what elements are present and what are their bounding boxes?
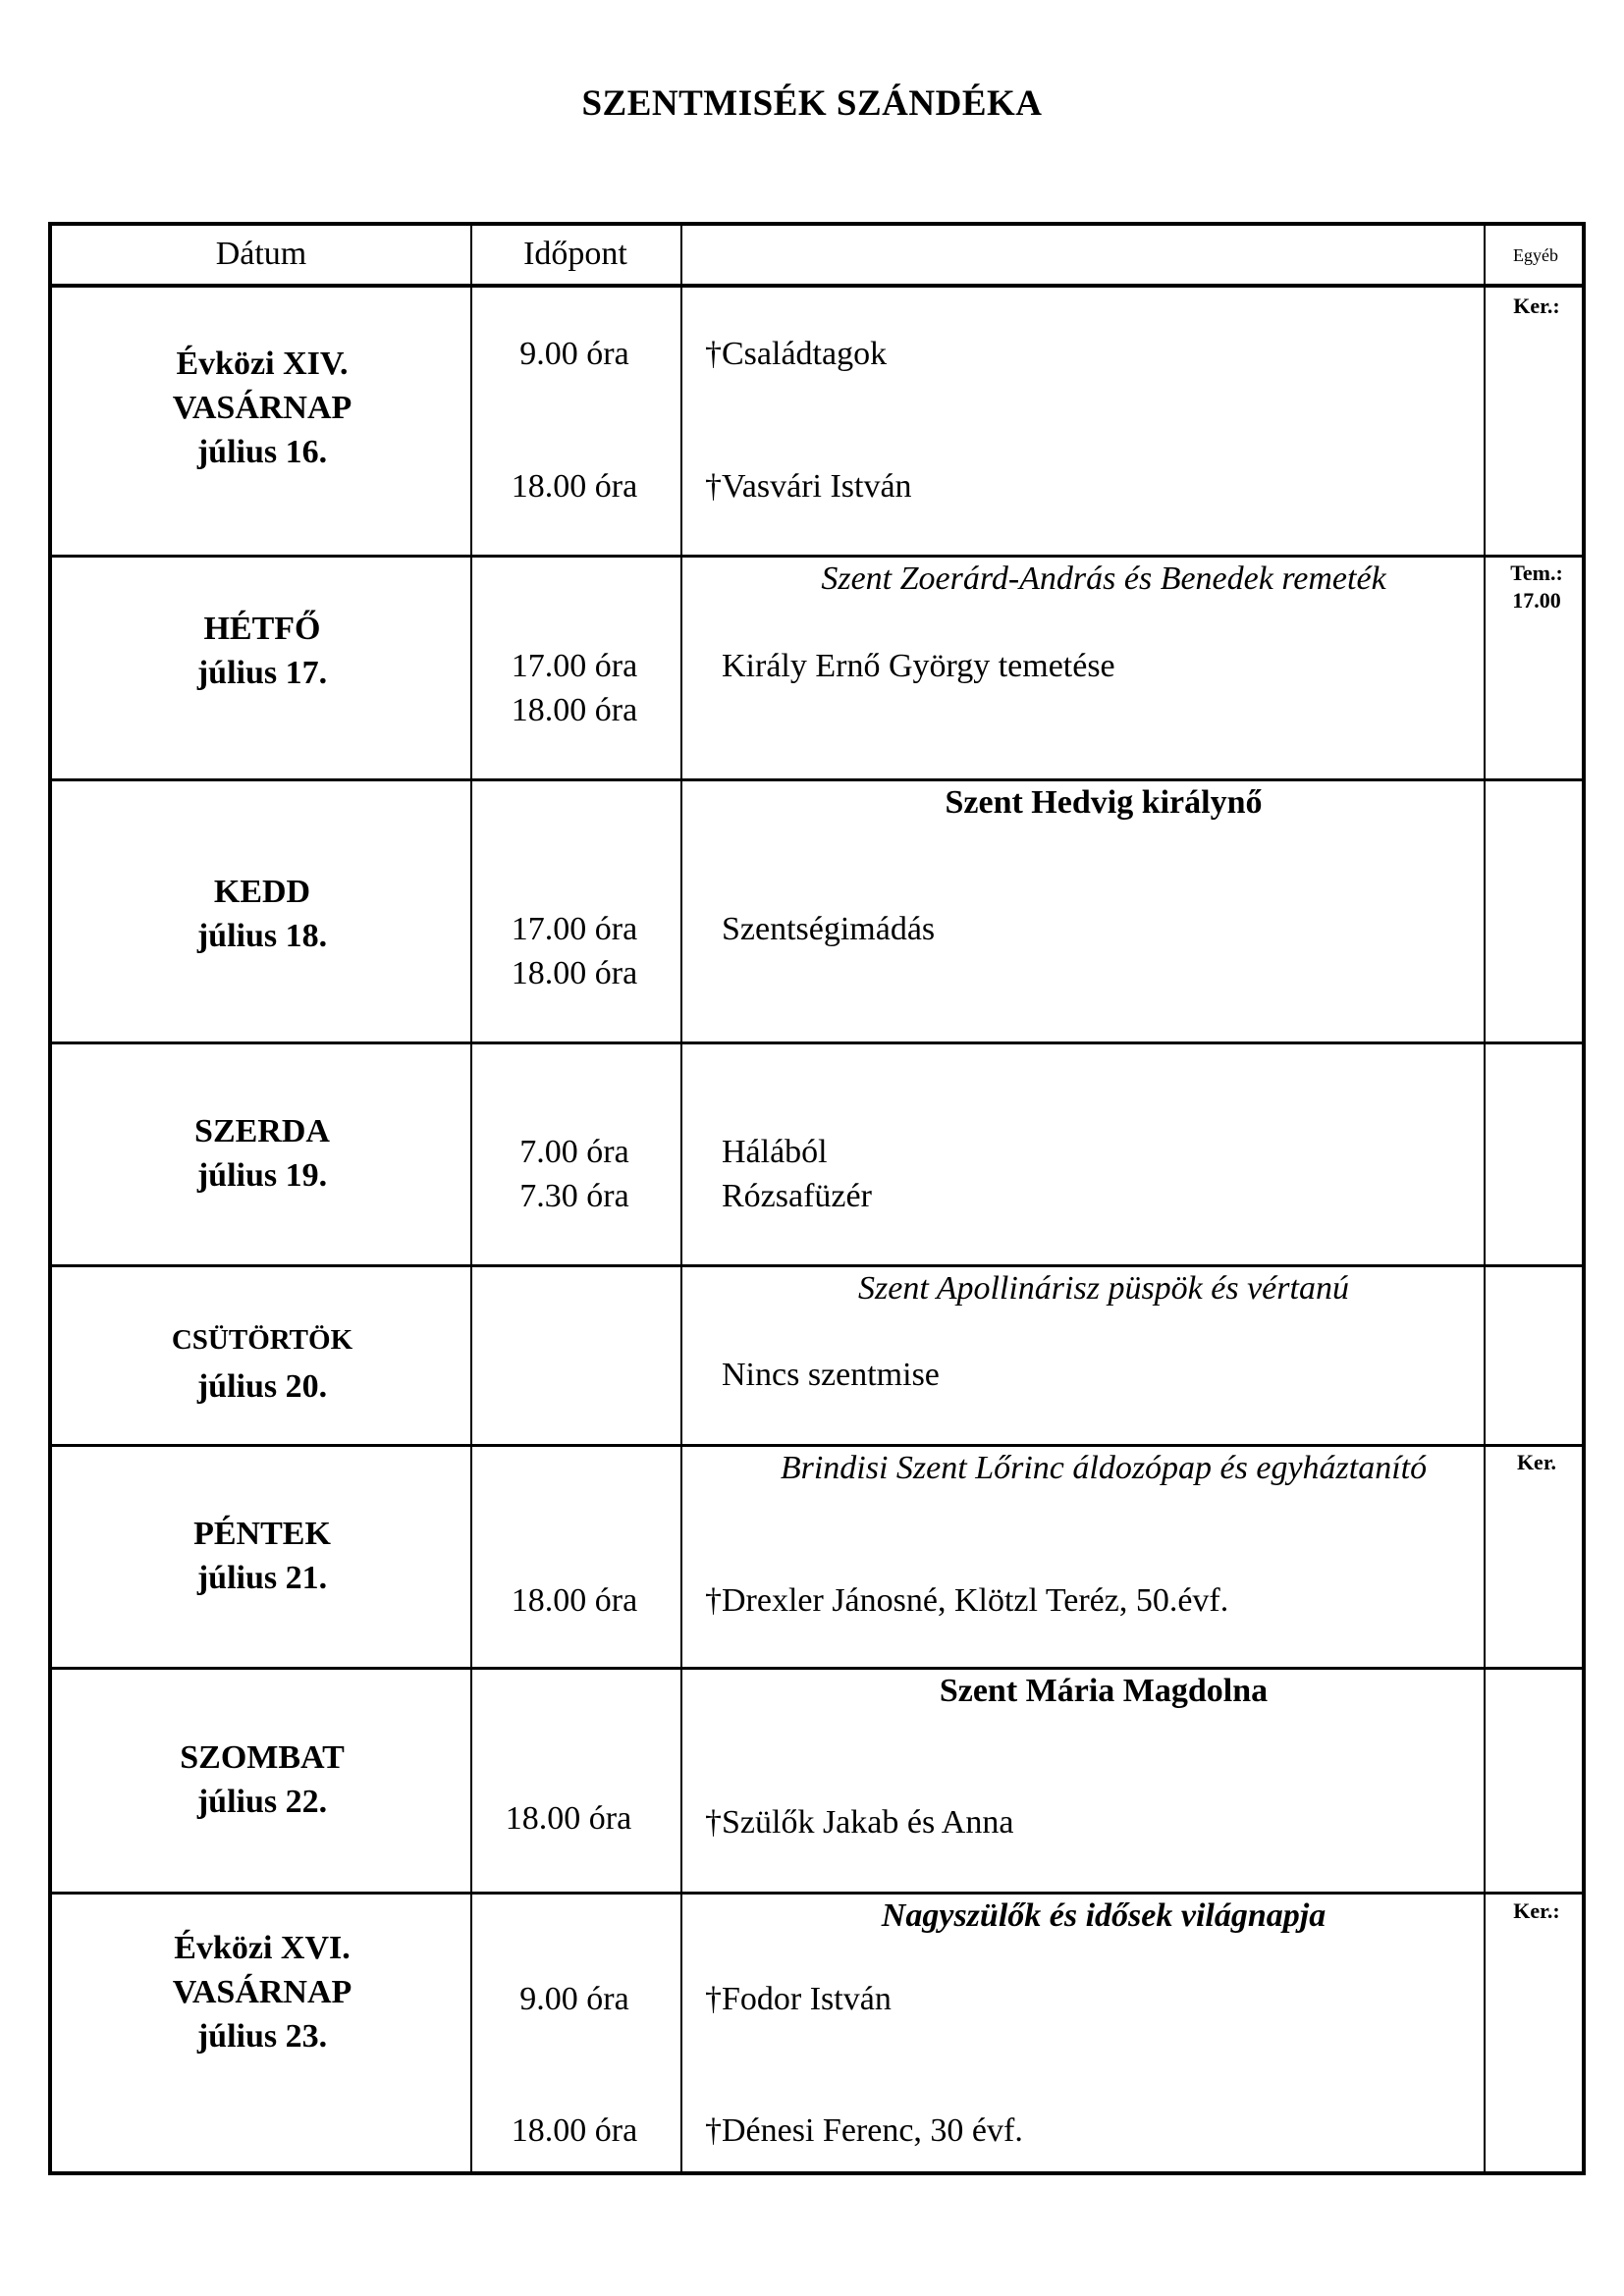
date-line: Évközi XIV. [176, 346, 349, 382]
date-line: PÉNTEK [193, 1516, 331, 1552]
time-line: 17.00 óra [511, 648, 638, 684]
feast-name: Brindisi Szent Lőrinc áldozópap és egyháztanító [780, 1450, 1428, 1486]
other-note: Ker.: [1513, 294, 1560, 318]
date-line: SZERDA [194, 1113, 330, 1149]
intention: Nincs szentmise [722, 1357, 940, 1393]
row-date [56, 1735, 468, 1824]
date-line: VASÁRNAP [172, 1974, 352, 2010]
mass-time [470, 1977, 678, 2021]
row-date [56, 1109, 468, 1198]
time-line: 9.00 óra [519, 336, 629, 372]
time-line: 17.00 óra [511, 911, 638, 947]
time-line: 18.00 óra [511, 955, 638, 991]
page-title: SZENTMISÉK SZÁNDÉKA [581, 83, 1043, 124]
date-line: VASÁRNAP [172, 390, 352, 426]
intention: Király Ernő György temetése [722, 648, 1115, 684]
date-line: július 17. [196, 655, 328, 691]
date-line: július 18. [196, 918, 328, 954]
time-line: 18.00 óra [511, 2112, 638, 2149]
time-line: 7.00 óra [519, 1134, 629, 1170]
other-note: Tem.: 17.00 [1510, 561, 1563, 613]
time-line: 7.30 óra [519, 1178, 629, 1214]
intention: †Szülők Jakab és Anna [705, 1804, 1014, 1841]
feast-name: Szent Apollinárisz püspök és vértanú [858, 1270, 1349, 1307]
date-line: CSÜTÖRTÖK [171, 1324, 353, 1356]
time-line: 18.00 óra [505, 1800, 632, 1837]
date-line: SZOMBAT [180, 1739, 345, 1776]
mass-time [470, 332, 678, 376]
date-line: július 22. [196, 1784, 328, 1820]
header-other: Egyéb [1513, 245, 1558, 265]
mass-time [470, 907, 678, 995]
row-date [56, 1315, 468, 1409]
mass-time [470, 1130, 678, 1218]
intention: Rózsafüzér [722, 1178, 872, 1214]
intention: Szentségimádás [722, 911, 936, 947]
row-date [56, 607, 468, 695]
time-line: 18.00 óra [511, 468, 638, 505]
mass-time [470, 464, 678, 508]
intention: †Dénesi Ferenc, 30 évf. [705, 2112, 1023, 2149]
intention: †Családtagok [705, 336, 888, 372]
time-line: 9.00 óra [519, 1981, 629, 2017]
mass-intentions-table [48, 222, 1586, 2175]
intention: †Fodor István [705, 1981, 892, 2017]
header-date: Dátum [215, 236, 307, 272]
column-divider [1484, 226, 1486, 2171]
feast-name: Szent Zoerárd-András és Benedek remeték [821, 561, 1386, 597]
date-line: július 21. [196, 1560, 328, 1596]
mass-time [464, 1796, 673, 1841]
intention: Hálából [722, 1134, 828, 1170]
feast-name: Nagyszülők és idősek világnapja [881, 1897, 1326, 1934]
intention: †Vasvári István [705, 468, 912, 505]
intention: †Drexler Jánosné, Klötzl Teréz, 50.évf. [705, 1582, 1229, 1619]
row-date [56, 870, 468, 958]
mass-time [470, 1578, 678, 1623]
date-line: július 23. [196, 2018, 328, 2055]
row-date [56, 1512, 468, 1600]
column-divider [680, 226, 682, 2171]
date-line: KEDD [213, 874, 311, 910]
date-line: HÉTFŐ [203, 611, 321, 647]
date-line: Évközi XVI. [174, 1930, 351, 1966]
row-date [56, 1926, 468, 2058]
date-line: július 19. [196, 1157, 328, 1194]
header-time: Időpont [523, 236, 627, 272]
mass-time [470, 2109, 678, 2153]
time-line: 18.00 óra [511, 1582, 638, 1619]
feast-name: Szent Hedvig királynő [945, 784, 1263, 821]
other-note: Ker. [1516, 1450, 1557, 1474]
row-date [56, 342, 468, 474]
header-divider [52, 284, 1582, 288]
date-line: július 20. [196, 1368, 328, 1405]
feast-name: Szent Mária Magdolna [939, 1673, 1269, 1709]
other-note: Ker.: [1513, 1898, 1560, 1923]
intention-list [722, 1130, 872, 1218]
time-line: 18.00 óra [511, 692, 638, 728]
row-divider [52, 1041, 1582, 1044]
date-line: július 16. [196, 434, 328, 470]
mass-time [470, 644, 678, 732]
